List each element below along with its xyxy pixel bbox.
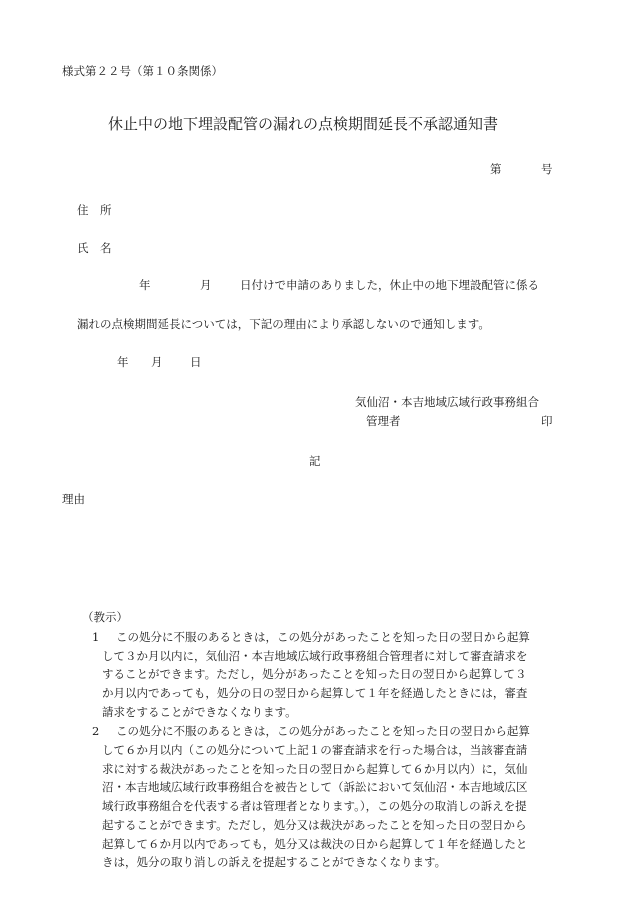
note-line: して６か月以内（この処分について上記１の審査請求を行った場合は，当該審査請: [102, 743, 528, 757]
note-line: 沼・本吉地域広域行政事務組合を被告として（訴訟において気仙沼・本吉地域広区: [102, 780, 528, 794]
note-line: して３か月以内に，気仙沼・本吉地域広域行政事務組合管理者に対して審査請求を: [102, 649, 528, 663]
note-line: 起算して６か月以内であっても，処分又は裁決の日から起算して１年を経過したと: [102, 837, 528, 851]
note-line: きは，処分の取り消しの訴えを提起することができなくなります。: [102, 855, 447, 869]
application-month-label: 月: [200, 278, 212, 292]
date-day-label: 日: [190, 355, 202, 369]
record-heading: 記: [309, 454, 321, 468]
note-number: 2: [92, 724, 100, 738]
date-year-label: 年: [117, 355, 129, 369]
document-title: 休止中の地下埋設配管の漏れの点検期間延長不承認通知書: [108, 115, 499, 133]
body-text-line-2: 漏れの点検期間延長については，下記の理由により承認しないので通知します。: [77, 317, 490, 331]
document-number-label: 第: [490, 162, 502, 176]
name-label: 氏 名: [77, 241, 112, 255]
application-year-label: 年: [139, 278, 151, 292]
note-line: 求に対する裁決があったことを知った日の翌日から起算して６か月以内）に，気仙: [102, 762, 528, 776]
notes-heading: （教示）: [82, 610, 128, 624]
note-line: この処分に不服のあるときは，この処分があったことを知った日の翌日から起算: [116, 724, 530, 738]
note-line: か月以内であっても，処分の日の翌日から起算して１年を経過したときには，審査: [102, 686, 528, 700]
issuer-organization: 気仙沼・本吉地域広域行政事務組合: [355, 395, 539, 409]
issuer-administrator: 管理者: [366, 414, 401, 428]
reason-label: 理由: [62, 492, 85, 506]
note-line: 請求をすることができなくなります。: [102, 705, 297, 719]
note-line: することができます。ただし，処分があったことを知った日の翌日から起算して３: [102, 667, 527, 681]
note-line: 域行政事務組合を代表する者は管理者となります。），この処分の取消しの訴えを提: [102, 799, 527, 813]
note-number: 1: [92, 630, 100, 644]
address-label: 住 所: [77, 203, 112, 217]
form-number: 様式第２２号（第１０条関係）: [62, 64, 223, 78]
date-month-label: 月: [151, 355, 163, 369]
note-line: 起することができます。ただし，処分又は裁決があったことを知った日の翌日から: [102, 818, 527, 832]
body-text-line-1: 日付けで申請のありました，休止中の地下埋設配管に係る: [240, 278, 539, 292]
note-line: この処分に不服のあるときは，この処分があったことを知った日の翌日から起算: [116, 630, 530, 644]
seal-mark: 印: [541, 414, 553, 428]
document-number-suffix: 号: [541, 162, 553, 176]
